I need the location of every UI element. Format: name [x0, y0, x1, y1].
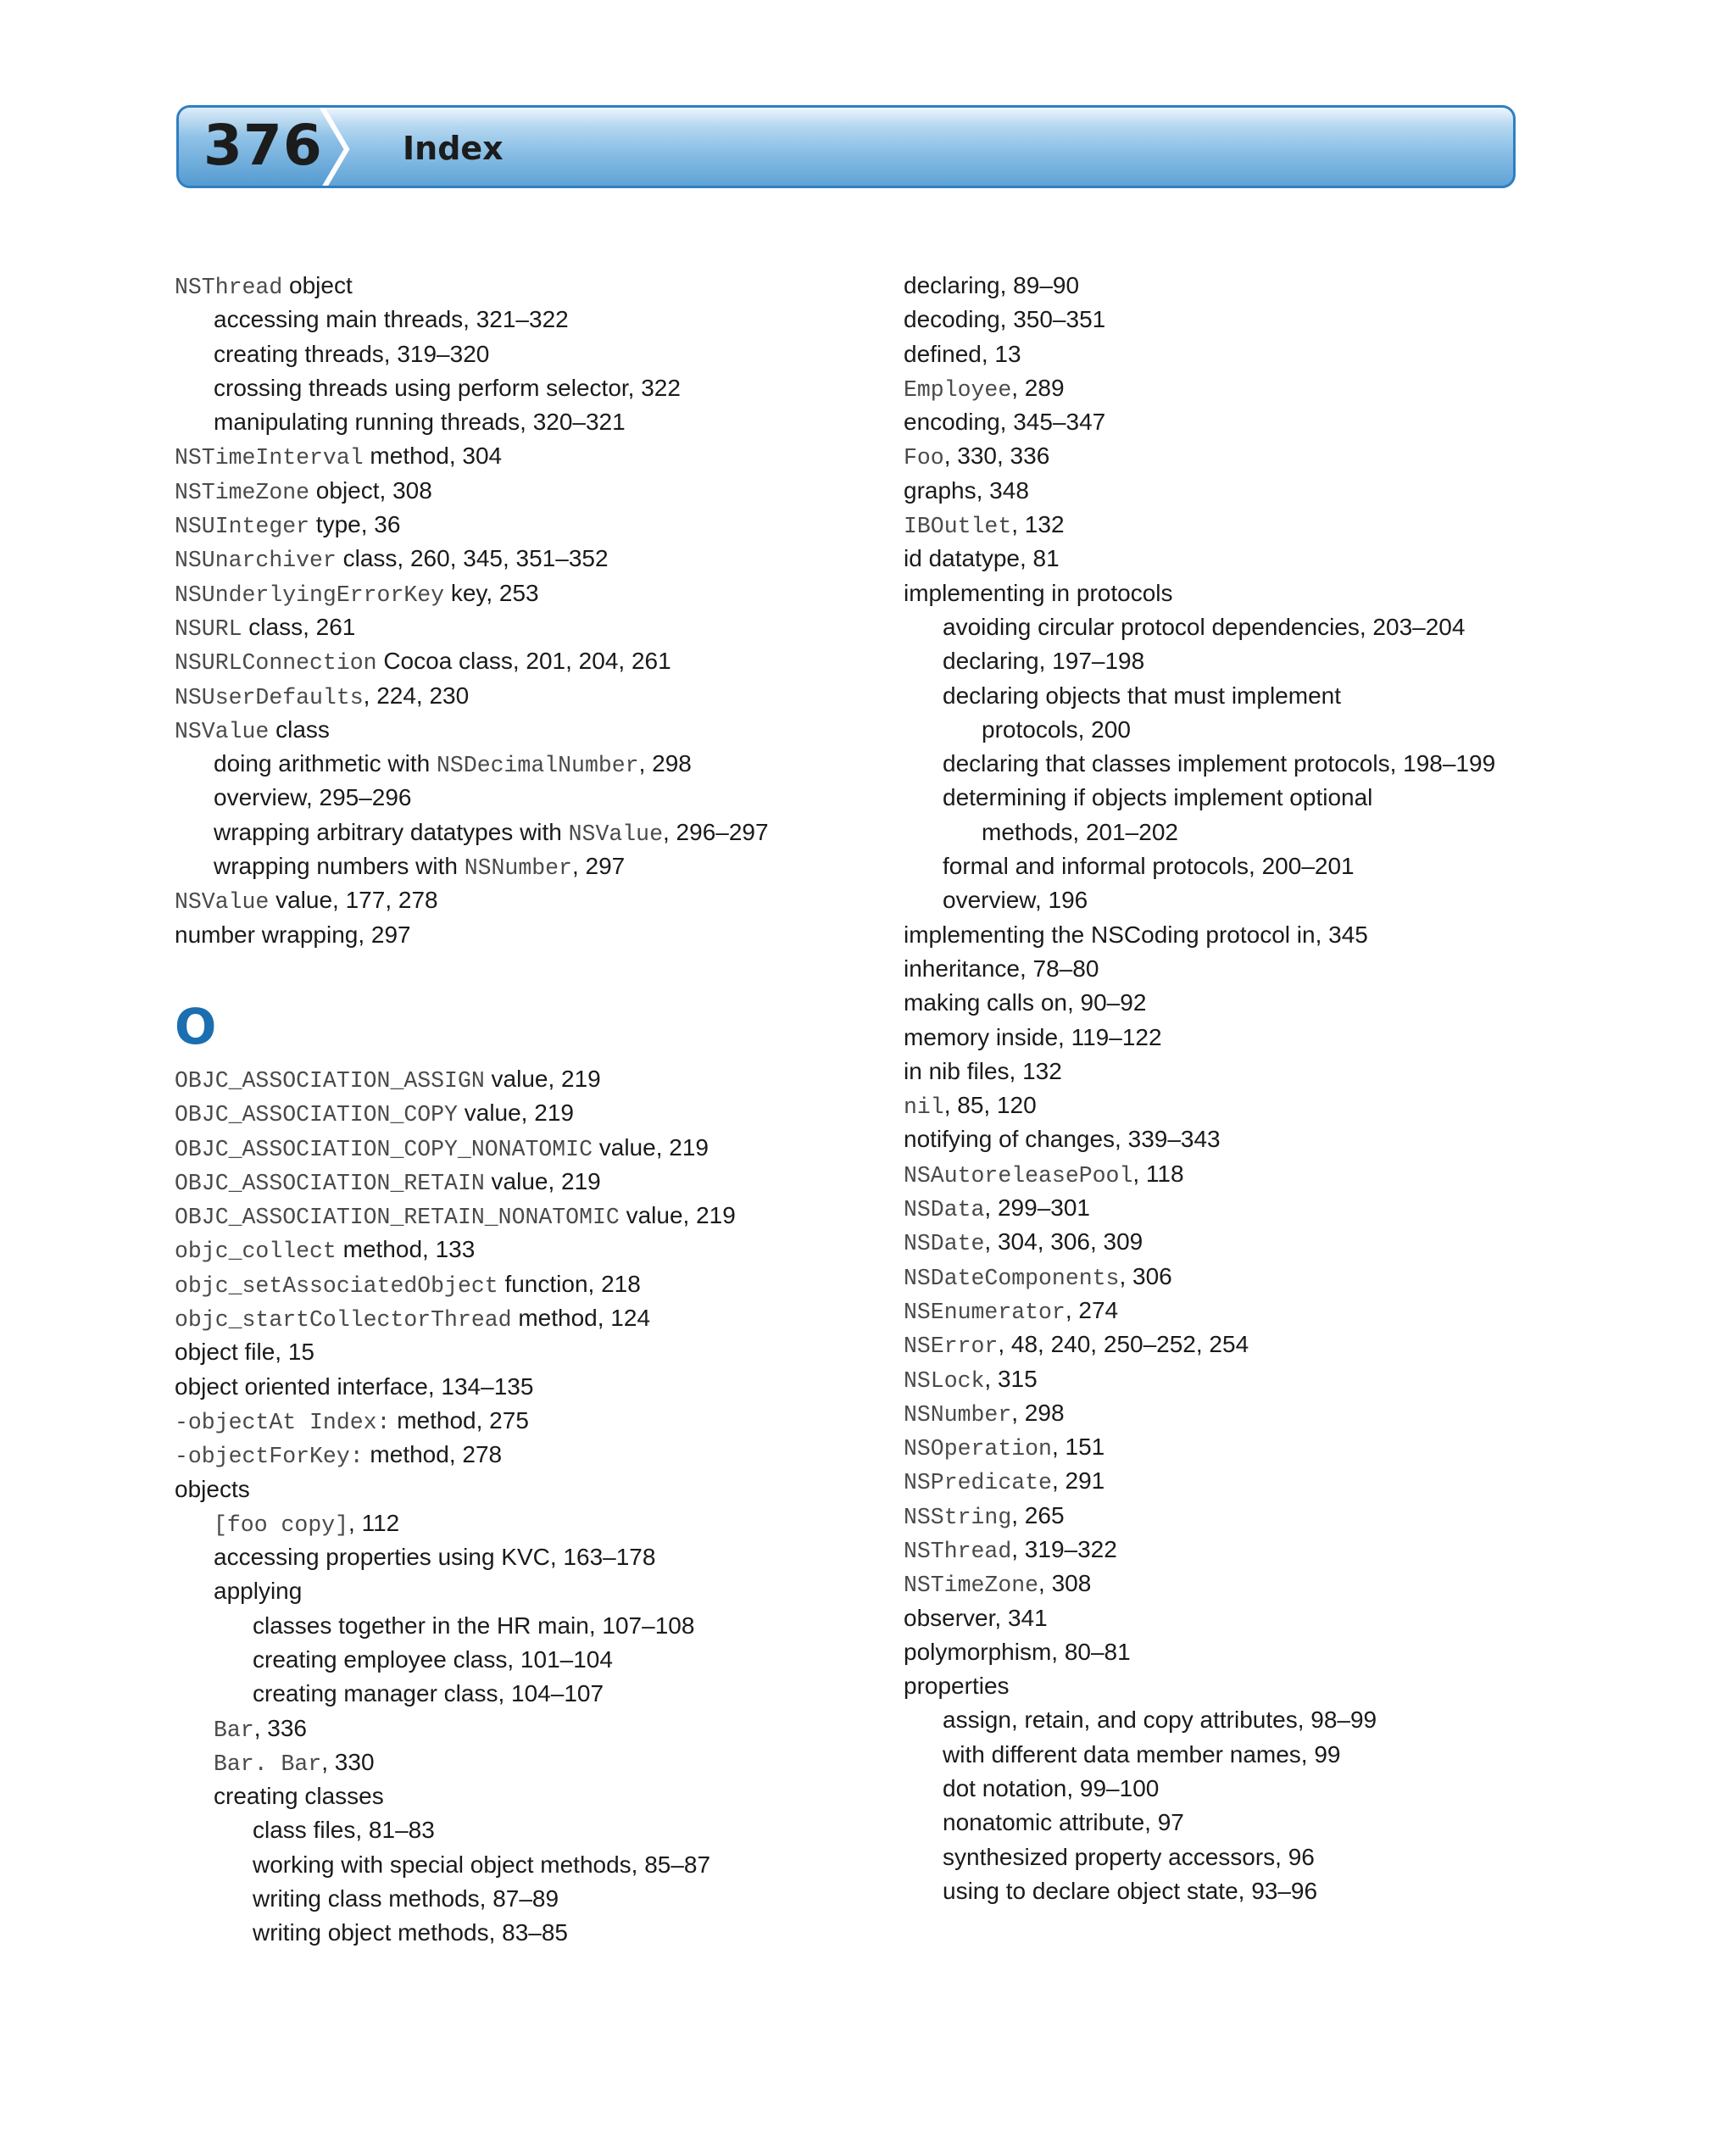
entry-text: dot notation, 99–100 [943, 1775, 1160, 1802]
code-term: NSUnarchiver [175, 548, 337, 574]
index-subentry [175, 337, 904, 371]
code-term: Bar. Bar [214, 1751, 322, 1777]
section-gap [175, 952, 904, 979]
index-subentry [175, 849, 904, 883]
entry-text: making calls on, 90–92 [904, 989, 1147, 1016]
index-entry [904, 1567, 1633, 1601]
index-subentry [175, 781, 904, 815]
entry-text: , 118 [1132, 1160, 1184, 1187]
code-term: Bar [214, 1717, 254, 1743]
code-term: NSEnumerator [904, 1299, 1066, 1325]
index-entry [175, 439, 904, 473]
entry-text: , 330, 336 [943, 443, 1050, 470]
entry-text: , 132 [1011, 511, 1065, 538]
entry-text: Cocoa class, 201, 204, 261 [376, 648, 671, 675]
index-subentry [904, 1772, 1633, 1806]
index-entry [175, 474, 904, 508]
index-entry [904, 508, 1633, 542]
entry-text: value, 219 [592, 1133, 709, 1161]
index-subentry [175, 1677, 904, 1711]
entry-text: with different data member names, 99 [943, 1740, 1341, 1768]
entry-text: method, 278 [363, 1441, 503, 1468]
entry-text: classes together in the HR main, 107–108 [253, 1612, 695, 1639]
index-entry [175, 918, 904, 952]
index-subentry [904, 1874, 1633, 1908]
index-entry [175, 1335, 904, 1369]
entry-text: class, 260, 345, 351–352 [336, 545, 609, 572]
entry-text: , 291 [1051, 1467, 1105, 1495]
entry-text: method, 275 [390, 1406, 529, 1434]
entry-text: wrapping numbers with [214, 853, 465, 880]
index-subentry [175, 1540, 904, 1574]
code-term: OBJC_ASSOCIATION_RETAIN [175, 1170, 485, 1196]
index-subentry [175, 816, 904, 849]
entry-text: observer, 341 [904, 1604, 1048, 1631]
entry-text: encoding, 345–347 [904, 409, 1106, 436]
index-entry [175, 1096, 904, 1130]
entry-text: method, 304 [363, 443, 503, 470]
code-term: NSURL [175, 615, 242, 642]
index-entry [904, 303, 1633, 337]
entry-text: inheritance, 78–80 [904, 955, 1099, 982]
index-entry [904, 269, 1633, 303]
index-entry [175, 610, 904, 644]
index-entry [904, 439, 1633, 473]
index-entry [175, 1233, 904, 1267]
code-term: NSNumber [464, 855, 572, 882]
index-entry [904, 576, 1633, 610]
entry-text: object oriented interface, 134–135 [175, 1372, 534, 1400]
index-entry [175, 1473, 904, 1506]
code-term: NSThread [175, 275, 283, 300]
code-term: NSAutoreleasePool [904, 1162, 1133, 1189]
code-term: NSOperation [904, 1436, 1052, 1462]
entry-text: nonatomic attribute, 97 [943, 1809, 1184, 1836]
index-entry [904, 474, 1633, 508]
index-entry [175, 1131, 904, 1165]
index-entry [904, 1055, 1633, 1088]
entry-text: value, 177, 278 [269, 887, 438, 914]
code-term: NSString [904, 1504, 1012, 1530]
code-term: NSData [904, 1197, 985, 1223]
index-subentry [175, 405, 904, 439]
code-term: objc_collect [175, 1239, 337, 1265]
entry-text: writing object methods, 83–85 [253, 1919, 568, 1946]
index-entry [175, 679, 904, 713]
index-entry [904, 337, 1633, 371]
entry-text: , 319–322 [1011, 1535, 1117, 1562]
entry-text: avoiding circular protocol dependencies, 203–204 [943, 613, 1466, 640]
page-number-tab-icon [179, 108, 1516, 188]
index-subentry [904, 1806, 1633, 1840]
index-entry [904, 1362, 1633, 1396]
index-subentry [175, 747, 904, 781]
code-term: -objectAt Index: [175, 1409, 391, 1435]
entry-text: , 48, 240, 250–252, 254 [998, 1331, 1249, 1358]
entry-text: , 289 [1011, 374, 1065, 401]
index-entry [175, 269, 904, 303]
code-term: Employee [904, 376, 1012, 403]
index-entry [904, 1635, 1633, 1669]
entry-text: declaring objects that must implement [943, 682, 1341, 709]
index-entry [904, 1088, 1633, 1122]
entry-text: overview, 196 [943, 887, 1088, 914]
index-subentry [175, 1506, 904, 1540]
index-entry [904, 1464, 1633, 1498]
code-term: nil [904, 1094, 944, 1121]
entry-text: determining if objects implement optional [943, 784, 1373, 811]
entry-text: creating employee class, 101–104 [253, 1645, 613, 1673]
index-entry [904, 986, 1633, 1020]
code-term: NSDateComponents [904, 1265, 1120, 1291]
entry-text: , 299–301 [984, 1194, 1090, 1222]
code-term: -objectForKey: [175, 1444, 364, 1470]
code-term: OBJC_ASSOCIATION_COPY_NONATOMIC [175, 1136, 593, 1162]
entry-text: value, 219 [457, 1100, 574, 1127]
index-entry [904, 1430, 1633, 1464]
code-term: NSTimeInterval [175, 445, 364, 471]
index-entry [904, 371, 1633, 405]
index-entry [904, 1328, 1633, 1361]
entry-text: declaring, 89–90 [904, 272, 1080, 298]
index-entry [904, 1260, 1633, 1294]
entry-text: , 304, 306, 309 [984, 1228, 1143, 1255]
code-term: objc_setAssociatedObject [175, 1272, 498, 1299]
index-entry [175, 1370, 904, 1404]
index-entry [175, 713, 904, 747]
entry-text: object [282, 272, 353, 298]
entry-text: declaring, 197–198 [943, 648, 1145, 675]
index-entry [904, 1499, 1633, 1533]
entry-text: properties [904, 1673, 1010, 1700]
entry-text: doing arithmetic with [214, 750, 437, 777]
code-term: NSError [904, 1333, 999, 1360]
entry-text: class, 261 [242, 613, 356, 640]
code-term: OBJC_ASSOCIATION_ASSIGN [175, 1067, 485, 1094]
code-term: NSLock [904, 1367, 985, 1394]
code-term: NSTimeZone [904, 1573, 1039, 1599]
entry-text: type, 36 [309, 511, 401, 538]
index-subentry [904, 816, 1633, 849]
index-subentry [904, 610, 1633, 644]
index-subentry [904, 1840, 1633, 1874]
entry-text: id datatype, 81 [904, 545, 1060, 572]
entry-text: key, 253 [444, 579, 539, 606]
entry-text: value, 219 [619, 1202, 736, 1229]
index-entry [175, 883, 904, 917]
index-entry [904, 542, 1633, 576]
entry-text: , 298 [638, 750, 692, 777]
index-entry [904, 1533, 1633, 1567]
index-entry [175, 1404, 904, 1438]
entry-text: , 306 [1119, 1262, 1172, 1289]
entry-text: , 265 [1011, 1501, 1065, 1528]
entry-text: using to declare object state, 93–96 [943, 1877, 1318, 1904]
entry-text: creating classes [214, 1783, 384, 1810]
entry-text: memory inside, 119–122 [904, 1023, 1162, 1050]
code-term: NSDate [904, 1231, 985, 1257]
entry-text: polymorphism, 80–81 [904, 1638, 1131, 1665]
entry-text: creating threads, 319–320 [214, 340, 490, 367]
code-term: [foo copy] [214, 1512, 349, 1538]
code-term: Foo [904, 445, 944, 471]
index-subentry [175, 1574, 904, 1608]
code-term: NSNumber [904, 1401, 1012, 1428]
entry-text: creating manager class, 104–107 [253, 1680, 604, 1707]
index-entry [904, 1122, 1633, 1156]
index-entry [175, 1301, 904, 1335]
index-entry [904, 952, 1633, 986]
entry-text: , 85, 120 [943, 1092, 1037, 1119]
code-term: IBOutlet [904, 514, 1012, 540]
index-letter-heading: O [175, 997, 217, 1055]
index-subentry [175, 1643, 904, 1677]
entry-text: , 330 [321, 1748, 375, 1775]
index-entry [175, 1438, 904, 1472]
index-subentry [175, 371, 904, 405]
entry-text: graphs, 348 [904, 476, 1029, 504]
entry-text: , 112 [348, 1509, 400, 1536]
entry-text: object, 308 [309, 476, 432, 504]
index-column-right [904, 269, 1633, 1908]
index-subentry [175, 1916, 904, 1950]
index-subentry [904, 747, 1633, 781]
entry-text: class files, 81–83 [253, 1817, 435, 1844]
index-subentry [904, 781, 1633, 815]
entry-text: declaring that classes implement protocols, 198–199 [943, 750, 1496, 777]
entry-text: accessing properties using KVC, 163–178 [214, 1544, 656, 1571]
entry-text: , 298 [1011, 1399, 1065, 1426]
code-term: NSTimeZone [175, 479, 310, 505]
entry-text: class [269, 715, 330, 743]
entry-text: decoding, 350–351 [904, 306, 1106, 333]
entry-text: method, 124 [511, 1305, 651, 1332]
index-entry [175, 508, 904, 542]
index-subentry [904, 1703, 1633, 1737]
index-subentry [904, 1738, 1633, 1772]
code-term: OBJC_ASSOCIATION_RETAIN_NONATOMIC [175, 1205, 620, 1231]
index-subentry [175, 303, 904, 337]
code-term: NSValue [175, 718, 270, 744]
index-subentry [175, 1609, 904, 1643]
index-subentry [904, 644, 1633, 678]
entry-text: value, 219 [484, 1065, 601, 1092]
entry-text: overview, 295–296 [214, 784, 412, 811]
entry-text: , 151 [1051, 1434, 1105, 1461]
entry-text: formal and informal protocols, 200–201 [943, 853, 1355, 880]
index-subentry [175, 1745, 904, 1779]
entry-text: objects [175, 1475, 250, 1502]
index-entry [904, 405, 1633, 439]
index-entry [904, 1191, 1633, 1225]
index-subentry [175, 1813, 904, 1847]
code-term: NSThread [904, 1538, 1012, 1564]
entry-text: synthesized property accessors, 96 [943, 1843, 1315, 1870]
entry-text: crossing threads using perform selector, 322 [214, 374, 681, 401]
index-entry [175, 1165, 904, 1199]
entry-text: , 315 [984, 1365, 1038, 1392]
code-term: NSURLConnection [175, 650, 377, 676]
entry-text: notifying of changes, 339–343 [904, 1126, 1221, 1153]
index-subentry [904, 679, 1633, 713]
index-entry [175, 1199, 904, 1233]
entry-text: accessing main threads, 321–322 [214, 306, 569, 333]
index-entry [904, 1021, 1633, 1055]
index-entry [904, 918, 1633, 952]
entry-text: object file, 15 [175, 1339, 314, 1366]
entry-text: , 336 [253, 1714, 307, 1741]
index-entry [904, 1396, 1633, 1430]
section-title: Index [403, 130, 504, 167]
index-entry [175, 1062, 904, 1096]
index-entry [175, 576, 904, 610]
entry-text: implementing in protocols [904, 579, 1173, 606]
index-subentry [175, 1712, 904, 1745]
entry-text: manipulating running threads, 320–321 [214, 409, 626, 436]
index-subentry [904, 883, 1633, 917]
entry-text: applying [214, 1578, 303, 1605]
code-term: NSDecimalNumber [437, 753, 639, 779]
index-subentry [175, 1779, 904, 1813]
entry-text: , 274 [1065, 1296, 1119, 1323]
entry-text: , 297 [571, 853, 626, 880]
code-term: objc_startCollectorThread [175, 1307, 512, 1333]
code-term: NSValue [175, 889, 270, 916]
index-entry [904, 1294, 1633, 1328]
index-entry [904, 1669, 1633, 1703]
code-term: NSPredicate [904, 1470, 1052, 1496]
entry-text: defined, 13 [904, 340, 1021, 367]
entry-text: , 308 [1038, 1570, 1092, 1597]
entry-text: function, 218 [498, 1270, 641, 1297]
entry-text: , 224, 230 [363, 682, 470, 709]
entry-text: method, 133 [336, 1236, 476, 1263]
code-term: NSUnderlyingErrorKey [175, 582, 445, 608]
entry-text: value, 219 [484, 1167, 601, 1194]
code-term: OBJC_ASSOCIATION_COPY [175, 1102, 458, 1128]
entry-text: methods, 201–202 [982, 818, 1178, 845]
code-term: NSUInteger [175, 514, 310, 540]
entry-text: in nib files, 132 [904, 1057, 1062, 1084]
entry-text: working with special object methods, 85–87 [253, 1851, 711, 1878]
index-subentry [904, 713, 1633, 747]
entry-text: , 296–297 [662, 818, 769, 845]
code-term: NSUserDefaults [175, 684, 364, 710]
index-entry [175, 644, 904, 678]
index-entry [175, 1267, 904, 1301]
index-subentry [175, 1848, 904, 1882]
index-entry [904, 1157, 1633, 1191]
header-bar [176, 105, 1516, 188]
entry-text: assign, retain, and copy attributes, 98–99 [943, 1706, 1377, 1734]
entry-text: writing class methods, 87–89 [253, 1885, 559, 1912]
index-entry [904, 1601, 1633, 1635]
index-entry [175, 542, 904, 576]
entry-text: number wrapping, 297 [175, 921, 411, 948]
page-number: 376 [203, 113, 323, 178]
code-term: NSValue [568, 821, 663, 847]
index-column-left [175, 269, 904, 1951]
index-subentry [904, 849, 1633, 883]
index-entry [904, 1225, 1633, 1259]
entry-text: implementing the NSCoding protocol in, 345 [904, 921, 1368, 948]
index-subentry [175, 1882, 904, 1916]
entry-text: protocols, 200 [982, 715, 1131, 743]
entry-text: wrapping arbitrary datatypes with [214, 818, 569, 845]
